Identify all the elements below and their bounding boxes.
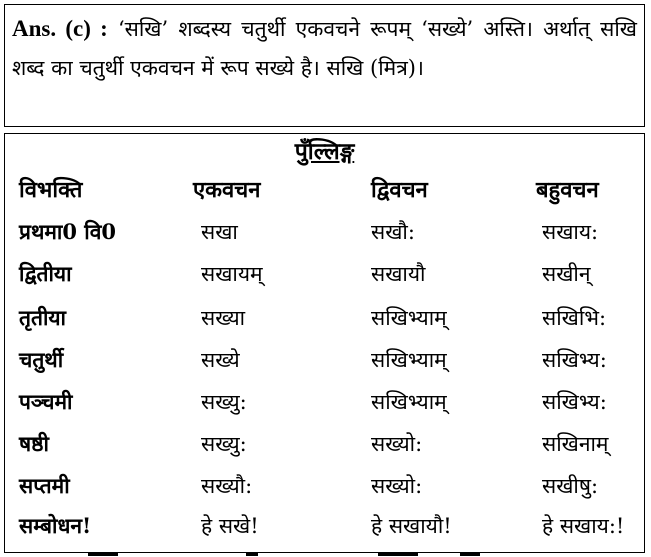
bahuvachan-cell: सखिनाम् (542, 432, 609, 456)
vibhakti-cell: प्रथमा0 वि0 (19, 219, 117, 244)
table-title-text: पुँल्लिङ्ग (294, 138, 355, 165)
ekavachan-cell: हे सखे! (201, 514, 259, 538)
bahuvachan-cell: सखीषु: (542, 474, 599, 498)
bahuvachan-cell: हे सखाय:! (542, 514, 625, 538)
ekavachan-cell: सख्यौ: (201, 474, 253, 498)
dvivachan-cell: सख्यो: (371, 432, 423, 456)
vibhakti-cell: तृतीया (19, 305, 66, 330)
table-row (5, 254, 644, 294)
vibhakti-cell: चतुर्थी (19, 347, 64, 372)
table-row (5, 212, 644, 252)
vibhakti-cell: सम्बोधन! (19, 513, 92, 538)
dvivachan-cell: हे सखायौ! (371, 514, 452, 538)
vibhakti-cell: पञ्चमी (19, 389, 73, 414)
header-ekavachan: एकवचन (193, 177, 261, 203)
table-row (5, 466, 644, 506)
header-vibhakti: विभक्ति (19, 177, 83, 203)
ekavachan-cell: सख्ये (201, 348, 240, 372)
answer-box (4, 4, 645, 127)
dvivachan-cell: सखिभ्याम् (371, 306, 447, 330)
ekavachan-cell: सखायम् (201, 262, 263, 286)
vibhakti-cell: षष्ठी (19, 431, 49, 456)
declension-table (4, 133, 645, 553)
answer-text: ‘सखि’ शब्दस्य चतुर्थी एकवचने रूपम् ‘सख्ये’ अस्ति। अर्थात् सखि शब्द का चतुर्थी एकवचन में रूप सख्ये है। सखि (मित्र)। (12, 17, 637, 80)
header-dvivachan: द्विवचन (371, 177, 428, 203)
table-row (5, 506, 644, 546)
dvivachan-cell: सखिभ्याम् (371, 390, 447, 414)
ekavachan-cell: सख्यु: (201, 432, 247, 456)
bahuvachan-cell: सखीन् (542, 262, 591, 286)
ekavachan-cell: सखा (201, 220, 238, 244)
bahuvachan-cell: सखिभ्य: (542, 348, 607, 372)
bahuvachan-cell: सखिभि: (542, 306, 607, 330)
dvivachan-cell: सख्यो: (371, 474, 423, 498)
dvivachan-cell: सखौ: (371, 220, 415, 244)
vibhakti-cell: द्वितीया (19, 261, 72, 286)
header-bahuvachan: बहुवचन (536, 177, 599, 203)
dvivachan-cell: सखिभ्याम् (371, 348, 447, 372)
bahuvachan-cell: सखिभ्य: (542, 390, 607, 414)
table-header-row (5, 170, 644, 210)
table-row (5, 424, 644, 464)
table-row (5, 382, 644, 422)
table-row (5, 340, 644, 380)
dvivachan-cell: सखायौ (371, 262, 426, 286)
vibhakti-cell: सप्तमी (19, 473, 70, 498)
answer-prefix: Ans. (c) : (12, 16, 108, 41)
ekavachan-cell: सख्या (201, 306, 246, 330)
table-title (5, 136, 644, 168)
ekavachan-cell: सख्यु: (201, 390, 247, 414)
table-row (5, 298, 644, 338)
bahuvachan-cell: सखाय: (542, 220, 599, 244)
cut-off-text-fragment (0, 553, 651, 557)
